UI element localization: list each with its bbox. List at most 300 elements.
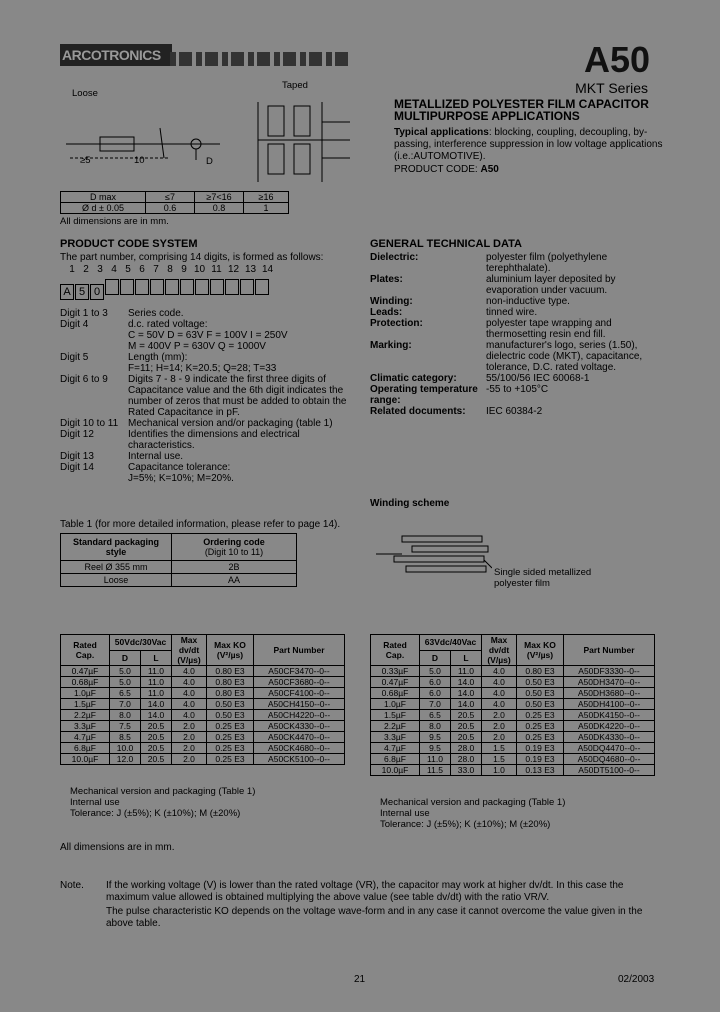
part-cell: 8.0 bbox=[420, 721, 451, 732]
header-ko: Max KO (V²/µs) bbox=[207, 635, 254, 666]
part-row bbox=[61, 721, 345, 732]
winding-title: Winding scheme bbox=[370, 498, 450, 509]
legend-tolerance: Tolerance: J (±5%); K (±10%); M (±20%) bbox=[70, 808, 241, 819]
part-cell: 6.8µF bbox=[61, 743, 110, 754]
digit-number: 3 bbox=[97, 264, 103, 275]
part-cell: 20.5 bbox=[141, 754, 172, 765]
part-table-63v bbox=[370, 634, 655, 776]
part-row bbox=[61, 754, 345, 765]
part-cell: 20.5 bbox=[141, 743, 172, 754]
digit-number: 6 bbox=[139, 264, 145, 275]
cell: Loose bbox=[61, 574, 172, 587]
note-paragraph-1: If the working voltage (V) is lower than the rated voltage (VR), the capacitor may work at higher dv/dt. In this case the maximum value allowed is obtained multiplying the above value (see table dv/dt) with the ratio VR/V. bbox=[106, 880, 624, 903]
general-value: manufacturer's logo, series (1.50), dielectric code (MKT), capacitance, tolerance, D.C. rated voltage. bbox=[486, 340, 643, 373]
digit-number: 13 bbox=[244, 264, 257, 275]
part-cell: 14.0 bbox=[141, 699, 172, 710]
part-cell: A50CK5100--0-- bbox=[254, 754, 345, 765]
code-digit-box: 0 bbox=[90, 284, 104, 300]
code-digit-box: A bbox=[60, 284, 74, 300]
part-table-header bbox=[61, 635, 345, 651]
digit-number: 2 bbox=[83, 264, 89, 275]
header-ko: Max KO (V²/µs) bbox=[517, 635, 564, 666]
part-row bbox=[371, 688, 655, 699]
digit-description-table bbox=[60, 308, 350, 484]
pack-header-code bbox=[172, 534, 297, 561]
digit-value: Internal use. bbox=[128, 451, 184, 462]
part-cell: 2.0 bbox=[482, 710, 517, 721]
part-cell: 4.7µF bbox=[371, 743, 420, 754]
part-cell: A50CK4470--0-- bbox=[254, 732, 345, 743]
winding-scheme-diagram bbox=[372, 528, 492, 588]
typical-text: : blocking, coupling, decoupling, by-passing, interference suppression in low voltage applications (i.e.:AUTOMOTIVE). bbox=[394, 127, 663, 162]
legend-mechanical: Mechanical version and packaging (Table 1) bbox=[70, 786, 256, 797]
part-cell: 1.0µF bbox=[61, 688, 110, 699]
digit-number-row bbox=[65, 264, 325, 276]
general-row bbox=[370, 384, 666, 406]
part-cell: 11.0 bbox=[141, 688, 172, 699]
part-cell: 10.0µF bbox=[61, 754, 110, 765]
part-cell: 0.80 E3 bbox=[207, 677, 254, 688]
digit-value: Series code. bbox=[128, 308, 184, 319]
part-cell: 0.25 E3 bbox=[207, 732, 254, 743]
part-cell: 11.0 bbox=[141, 666, 172, 677]
legend-internal: Internal use bbox=[70, 797, 120, 808]
packaging-row bbox=[61, 574, 297, 587]
packaging-table bbox=[60, 533, 297, 587]
part-cell: A50DH4100--0-- bbox=[564, 699, 655, 710]
part-cell: 3.3µF bbox=[61, 721, 110, 732]
header-rated: Rated Cap. bbox=[371, 635, 420, 666]
part-cell: A50DQ4470--0-- bbox=[564, 743, 655, 754]
part-cell: A50DQ4680--0-- bbox=[564, 754, 655, 765]
cell: 0.8 bbox=[195, 203, 244, 214]
code-digit-box bbox=[240, 279, 254, 295]
part-cell: 0.80 E3 bbox=[517, 666, 564, 677]
part-cell: A50CF3680--0-- bbox=[254, 677, 345, 688]
general-row bbox=[370, 318, 666, 340]
part-row bbox=[61, 732, 345, 743]
part-cell: 0.25 E3 bbox=[517, 710, 564, 721]
general-key: Winding: bbox=[370, 296, 413, 307]
part-row bbox=[371, 721, 655, 732]
cell: Reel Ø 355 mm bbox=[61, 561, 172, 574]
digit-number: 7 bbox=[153, 264, 159, 275]
part-cell: 4.0 bbox=[172, 699, 207, 710]
table1-caption: Table 1 (for more detailed information, please refer to page 14). bbox=[60, 519, 341, 530]
code-digit-box bbox=[165, 279, 179, 295]
part-cell: 6.0 bbox=[420, 688, 451, 699]
part-cell: 14.0 bbox=[451, 699, 482, 710]
part-cell: 28.0 bbox=[451, 743, 482, 754]
dimension-row-dmax bbox=[61, 192, 289, 203]
part-cell: 0.25 E3 bbox=[207, 721, 254, 732]
code-system-intro: The part number, comprising 14 digits, is formed as follows: bbox=[60, 252, 324, 263]
general-value: polyester film (polyethylene terephthalate). bbox=[486, 252, 608, 274]
general-key: Dielectric: bbox=[370, 252, 419, 263]
part-cell: 0.33µF bbox=[371, 666, 420, 677]
part-cell: A50CH4150--0-- bbox=[254, 699, 345, 710]
typical-label: Typical applications bbox=[394, 127, 489, 138]
code-digit-box bbox=[255, 279, 269, 295]
cell: 0.6 bbox=[146, 203, 195, 214]
part-cell: A50CF4100--0-- bbox=[254, 688, 345, 699]
part-cell: 4.0 bbox=[482, 699, 517, 710]
part-cell: 0.19 E3 bbox=[517, 754, 564, 765]
part-row bbox=[61, 688, 345, 699]
digit-row bbox=[60, 374, 350, 418]
revision-date: 02/2003 bbox=[618, 974, 655, 985]
part-cell: 0.25 E3 bbox=[517, 721, 564, 732]
part-cell: 0.80 E3 bbox=[207, 666, 254, 677]
general-title: GENERAL TECHNICAL DATA bbox=[370, 238, 522, 250]
general-key: Marking: bbox=[370, 340, 412, 351]
part-cell: 0.50 E3 bbox=[517, 699, 564, 710]
part-row bbox=[371, 743, 655, 754]
part-row bbox=[371, 754, 655, 765]
digit-number: 14 bbox=[261, 264, 274, 275]
part-cell: A50DK4150--0-- bbox=[564, 710, 655, 721]
pack-header-sub: (Digit 10 to 11) bbox=[204, 547, 264, 557]
part-cell: 1.0µF bbox=[371, 699, 420, 710]
all-dimensions-note: All dimensions are in mm. bbox=[60, 842, 175, 853]
part-cell: 0.47µF bbox=[61, 666, 110, 677]
code-digit-box bbox=[195, 279, 209, 295]
part-table-header bbox=[371, 635, 655, 651]
part-cell: A50DT5100--0-- bbox=[564, 765, 655, 776]
part-cell: 0.50 E3 bbox=[207, 710, 254, 721]
part-row bbox=[61, 743, 345, 754]
digit-row bbox=[60, 330, 350, 341]
digit-row bbox=[60, 341, 350, 352]
digit-number: 9 bbox=[181, 264, 187, 275]
product-code-line bbox=[394, 164, 499, 176]
cell: ≥7<16 bbox=[195, 192, 244, 203]
header-d: D bbox=[110, 650, 141, 666]
part-cell: 5.0 bbox=[110, 666, 141, 677]
header-voltage: 63Vdc/40Vac bbox=[420, 635, 482, 651]
part-row bbox=[371, 765, 655, 776]
part-cell: 5.0 bbox=[420, 666, 451, 677]
pack-header-code-label: Ordering code bbox=[203, 537, 265, 547]
digit-number: 12 bbox=[227, 264, 240, 275]
general-value: -55 to +105°C bbox=[486, 384, 549, 395]
part-cell: 0.13 E3 bbox=[517, 765, 564, 776]
code-digit-box bbox=[105, 279, 119, 295]
part-cell: 0.47µF bbox=[371, 677, 420, 688]
digit-row bbox=[60, 418, 350, 429]
title-line-2: MULTIPURPOSE APPLICATIONS bbox=[394, 109, 580, 123]
part-row bbox=[371, 710, 655, 721]
legend-internal: Internal use bbox=[380, 808, 430, 819]
digit-number: 1 bbox=[69, 264, 75, 275]
header-dvdt: Max dv/dt (V/µs) bbox=[172, 635, 207, 666]
part-cell: 1.5 bbox=[482, 743, 517, 754]
digit-value: Length (mm): bbox=[128, 352, 188, 363]
part-cell: 4.0 bbox=[482, 677, 517, 688]
part-cell: 6.5 bbox=[420, 710, 451, 721]
general-value: 55/100/56 IEC 60068-1 bbox=[486, 373, 590, 384]
digit-value: d.c. rated voltage: bbox=[128, 319, 208, 330]
part-cell: 7.0 bbox=[110, 699, 141, 710]
dimension-table bbox=[60, 191, 289, 214]
code-digit-box bbox=[225, 279, 239, 295]
header-l: L bbox=[141, 650, 172, 666]
part-cell: A50CK4680--0-- bbox=[254, 743, 345, 754]
digit-key: Digit 10 to 11 bbox=[60, 418, 119, 429]
code-digit-box bbox=[120, 279, 134, 295]
part-cell: 4.0 bbox=[482, 666, 517, 677]
general-row bbox=[370, 406, 666, 417]
part-cell: 2.0 bbox=[172, 732, 207, 743]
part-cell: 2.2µF bbox=[61, 710, 110, 721]
digit-value: J=5%; K=10%; M=20%. bbox=[128, 473, 234, 484]
cell: 2B bbox=[172, 561, 297, 574]
part-cell: 0.19 E3 bbox=[517, 743, 564, 754]
digit-row bbox=[60, 352, 350, 363]
part-cell: 20.5 bbox=[451, 710, 482, 721]
general-key: Protection: bbox=[370, 318, 423, 329]
digit-key bbox=[60, 341, 128, 352]
digit-key: Digit 4 bbox=[60, 319, 89, 330]
part-cell: 6.8µF bbox=[371, 754, 420, 765]
general-key: Climatic category: bbox=[370, 373, 457, 384]
part-cell: 0.50 E3 bbox=[517, 677, 564, 688]
part-legend-63v bbox=[370, 797, 565, 830]
part-cell: 6.0 bbox=[420, 677, 451, 688]
digit-row bbox=[60, 363, 350, 374]
pack-header-style: Standard packaging style bbox=[61, 534, 172, 561]
part-cell: A50CK4330--0-- bbox=[254, 721, 345, 732]
general-key: Related documents: bbox=[370, 406, 466, 417]
digit-row bbox=[60, 462, 350, 473]
part-cell: 14.0 bbox=[141, 710, 172, 721]
digit-key: Digit 13 bbox=[60, 451, 94, 462]
general-value: aluminium layer deposited by evaporation under vacuum. bbox=[486, 274, 616, 296]
part-cell: 28.0 bbox=[451, 754, 482, 765]
part-cell: 4.0 bbox=[172, 677, 207, 688]
part-cell: 7.5 bbox=[110, 721, 141, 732]
header-d: D bbox=[420, 650, 451, 666]
digit-number: 10 bbox=[193, 264, 206, 275]
digit-key: Digit 1 to 3 bbox=[60, 308, 108, 319]
digit-key bbox=[60, 363, 128, 374]
part-row bbox=[371, 699, 655, 710]
digit-number: 5 bbox=[125, 264, 131, 275]
part-cell: A50DH3470--0-- bbox=[564, 677, 655, 688]
part-legend-50v bbox=[60, 786, 255, 819]
digit-key: Digit 12 bbox=[60, 429, 94, 440]
general-value: tinned wire. bbox=[486, 307, 538, 318]
part-cell: 11.0 bbox=[451, 666, 482, 677]
series-code: A50 bbox=[583, 39, 650, 80]
digit-row bbox=[60, 451, 350, 462]
general-row bbox=[370, 252, 666, 274]
digit-row bbox=[60, 429, 350, 451]
part-cell: 9.5 bbox=[420, 732, 451, 743]
packaging-header bbox=[61, 534, 297, 561]
part-cell: 0.25 E3 bbox=[517, 732, 564, 743]
part-cell: 6.5 bbox=[110, 688, 141, 699]
note-label: Note. bbox=[60, 880, 84, 891]
general-value: non-inductive type. bbox=[486, 296, 570, 307]
part-cell: 8.0 bbox=[110, 710, 141, 721]
part-cell: 2.0 bbox=[172, 754, 207, 765]
note-paragraph-2: The pulse characteristic KO depends on the voltage wave-form and in any case it cannot overcome the value given in the above table. bbox=[106, 906, 643, 929]
part-cell: 0.25 E3 bbox=[207, 743, 254, 754]
legend-tolerance: Tolerance: J (±5%); K (±10%); M (±20%) bbox=[380, 819, 551, 830]
code-digit-box bbox=[210, 279, 224, 295]
part-cell: 3.3µF bbox=[371, 732, 420, 743]
digit-value: Mechanical version and/or packaging (table 1) bbox=[128, 418, 333, 429]
general-row bbox=[370, 307, 666, 318]
digit-value: Identifies the dimensions and electrical characteristics. bbox=[128, 429, 300, 451]
cell: ≤7 bbox=[146, 192, 195, 203]
digit-value: F=11; H=14; K=20.5; Q=28; T=33 bbox=[128, 363, 277, 374]
header-l: L bbox=[451, 650, 482, 666]
part-cell: 0.50 E3 bbox=[517, 688, 564, 699]
part-cell: A50CF3470--0-- bbox=[254, 666, 345, 677]
part-cell: 4.0 bbox=[482, 688, 517, 699]
general-row bbox=[370, 373, 666, 384]
header-part: Part Number bbox=[564, 635, 655, 666]
general-key: Leads: bbox=[370, 307, 403, 318]
part-cell: 0.68µF bbox=[61, 677, 110, 688]
legend-mechanical: Mechanical version and packaging (Table 1) bbox=[380, 797, 566, 808]
dim-b-label: 10 bbox=[134, 155, 145, 166]
dimension-row-wire bbox=[61, 203, 289, 214]
title-line-1: METALLIZED POLYESTER FILM CAPACITOR bbox=[394, 97, 649, 111]
digit-row bbox=[60, 308, 350, 319]
cell: Ø d ± 0.05 bbox=[61, 203, 146, 214]
header-voltage: 50Vdc/30Vac bbox=[110, 635, 172, 651]
cell: D max bbox=[61, 192, 146, 203]
part-number-boxes bbox=[60, 279, 270, 300]
digit-value: Capacitance tolerance: bbox=[128, 462, 231, 473]
part-cell: 20.5 bbox=[451, 721, 482, 732]
general-row bbox=[370, 274, 666, 296]
part-cell: 4.0 bbox=[172, 688, 207, 699]
part-table-50v bbox=[60, 634, 345, 765]
general-value: IEC 60384-2 bbox=[486, 406, 543, 417]
digit-number: 8 bbox=[167, 264, 173, 275]
digit-value: M = 400V P = 630V Q = 1000V bbox=[128, 341, 266, 352]
general-data-table bbox=[370, 252, 666, 417]
digit-row bbox=[60, 319, 350, 330]
header-part: Part Number bbox=[254, 635, 345, 666]
part-cell: 9.5 bbox=[420, 743, 451, 754]
part-cell: 33.0 bbox=[451, 765, 482, 776]
part-cell: 11.0 bbox=[141, 677, 172, 688]
part-cell: 1.5µF bbox=[61, 699, 110, 710]
part-cell: 14.0 bbox=[451, 688, 482, 699]
part-row bbox=[371, 677, 655, 688]
digit-key: Digit 14 bbox=[60, 462, 94, 473]
part-cell: A50DH3680--0-- bbox=[564, 688, 655, 699]
cell: 1 bbox=[244, 203, 289, 214]
digit-key: Digit 5 bbox=[60, 352, 89, 363]
part-cell: 2.0 bbox=[172, 743, 207, 754]
digit-number: 11 bbox=[211, 264, 222, 275]
product-code-value: A50 bbox=[480, 164, 499, 175]
digit-key: Digit 6 to 9 bbox=[60, 374, 108, 385]
digit-value: Digits 7 - 8 - 9 indicate the first three digits of Capacitance value and the 6th digit indicates the number of zeros that must be added to obtain the Rated Capacitance in pF. bbox=[128, 374, 347, 418]
part-row bbox=[61, 666, 345, 677]
part-cell: 10.0µF bbox=[371, 765, 420, 776]
typical-applications bbox=[394, 127, 664, 163]
part-row bbox=[61, 710, 345, 721]
brand-logo: ARCOTRONICS bbox=[60, 44, 172, 66]
part-cell: 1.5 bbox=[482, 754, 517, 765]
general-value: polyester tape wrapping and thermosetting resin end fill. bbox=[486, 318, 612, 340]
taped-label: Taped bbox=[282, 80, 308, 91]
dimension-note: All dimensions are in mm. bbox=[60, 216, 169, 227]
code-digit-box bbox=[150, 279, 164, 295]
code-digit-box: 5 bbox=[75, 284, 89, 300]
part-cell: 2.0 bbox=[482, 732, 517, 743]
cell: AA bbox=[172, 574, 297, 587]
loose-label: Loose bbox=[72, 88, 98, 99]
part-cell: A50DF3330--0-- bbox=[564, 666, 655, 677]
part-cell: 0.80 E3 bbox=[207, 688, 254, 699]
series-name: MKT Series bbox=[575, 80, 648, 96]
code-digit-box bbox=[180, 279, 194, 295]
part-cell: 20.5 bbox=[451, 732, 482, 743]
digit-number: 4 bbox=[111, 264, 117, 275]
page-number: 21 bbox=[354, 974, 366, 985]
part-cell: A50CH4220--0-- bbox=[254, 710, 345, 721]
digit-key bbox=[60, 473, 128, 484]
part-cell: 10.0 bbox=[110, 743, 141, 754]
part-cell: 2.0 bbox=[482, 721, 517, 732]
part-cell: A50DK4330--0-- bbox=[564, 732, 655, 743]
part-cell: 5.0 bbox=[110, 677, 141, 688]
part-cell: 1.5µF bbox=[371, 710, 420, 721]
part-cell: 4.7µF bbox=[61, 732, 110, 743]
part-cell: 7.0 bbox=[420, 699, 451, 710]
general-row bbox=[370, 296, 666, 307]
packaging-row bbox=[61, 561, 297, 574]
part-cell: 20.5 bbox=[141, 732, 172, 743]
part-cell: 11.5 bbox=[420, 765, 451, 776]
general-key: Operating temperature range: bbox=[370, 384, 478, 406]
dim-d-label: D bbox=[206, 156, 213, 167]
part-cell: 12.0 bbox=[110, 754, 141, 765]
part-cell: 8.5 bbox=[110, 732, 141, 743]
part-row bbox=[61, 699, 345, 710]
header-dvdt: Max dv/dt (V/µs) bbox=[482, 635, 517, 666]
part-cell: 14.0 bbox=[451, 677, 482, 688]
part-cell: 0.25 E3 bbox=[207, 754, 254, 765]
code-system-title: PRODUCT CODE SYSTEM bbox=[60, 238, 198, 250]
part-cell: 4.0 bbox=[172, 666, 207, 677]
capacitor-drawing bbox=[60, 98, 360, 184]
header-rated: Rated Cap. bbox=[61, 635, 110, 666]
part-cell: 2.2µF bbox=[371, 721, 420, 732]
part-cell: 2.0 bbox=[172, 721, 207, 732]
digit-value: C = 50V D = 63V F = 100V I = 250V bbox=[128, 330, 288, 341]
part-cell: 4.0 bbox=[172, 710, 207, 721]
part-cell: A50DK4220--0-- bbox=[564, 721, 655, 732]
dim-a-label: ≥5 bbox=[80, 155, 91, 166]
logo-decorative-bar bbox=[170, 52, 350, 66]
part-cell: 11.0 bbox=[420, 754, 451, 765]
part-cell: 1.0 bbox=[482, 765, 517, 776]
digit-row bbox=[60, 473, 350, 484]
general-key: Plates: bbox=[370, 274, 403, 285]
part-row bbox=[371, 732, 655, 743]
part-cell: 0.50 E3 bbox=[207, 699, 254, 710]
code-digit-box bbox=[135, 279, 149, 295]
